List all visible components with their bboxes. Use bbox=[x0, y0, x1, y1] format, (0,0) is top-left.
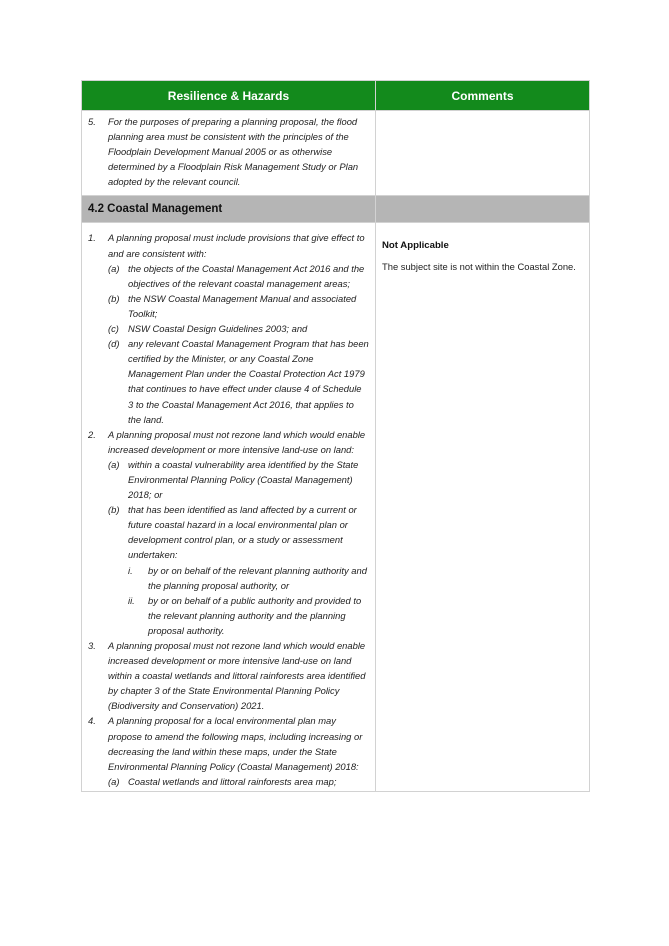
list-item bbox=[88, 427, 369, 457]
list-item bbox=[88, 291, 369, 321]
list-item bbox=[88, 593, 369, 638]
item-text: the NSW Coastal Management Manual and associated Toolkit; bbox=[128, 292, 357, 319]
list-item bbox=[88, 336, 369, 427]
item-number: 4. bbox=[88, 715, 96, 727]
list-item bbox=[88, 713, 369, 773]
item-text: within a coastal vulnerability area identified by the State Environmental Planning Policy (Coastal Management) 2018; or bbox=[128, 458, 359, 501]
item-text: any relevant Coastal Management Program that has been certified by the Minister, or any Coastal Zone Management Plan under the Coastal Protection Act 1979 that continues to have effect under clause 4 of Schedule 3 to the Coastal Management Act 2016, that applies to the land. bbox=[128, 338, 369, 425]
list-item bbox=[88, 638, 369, 713]
item-number: 3. bbox=[88, 640, 96, 651]
header-resilience-hazards: Resilience & Hazards bbox=[82, 81, 376, 111]
item-number: 5. bbox=[88, 116, 96, 127]
item-number: 1. bbox=[88, 232, 96, 244]
item-text: the objects of the Coastal Management Act 2016 and the objectives of the relevant coastal management areas; bbox=[128, 262, 365, 289]
item-text: that has been identified as land affected by a current or future coastal hazard in a local environmental plan or development control plan, or a study or assessment undertaken: bbox=[128, 504, 357, 561]
list-item bbox=[88, 502, 369, 562]
list-item bbox=[88, 457, 369, 502]
item-text: by or on behalf of the relevant planning authority and the planning proposal authority, or bbox=[148, 564, 367, 591]
list-item bbox=[88, 774, 369, 789]
item-number: (a) bbox=[108, 775, 120, 787]
item-number: i. bbox=[128, 564, 133, 576]
item-text: by or on behalf of a public authority and provided to the relevant planning authority and the planning proposal authority. bbox=[148, 594, 362, 636]
section-blank-cell bbox=[376, 196, 590, 223]
header-comments: Comments bbox=[376, 81, 590, 111]
requirements-cell bbox=[82, 111, 376, 196]
item-number: ii. bbox=[128, 594, 135, 606]
item-number: (c) bbox=[108, 323, 119, 335]
list-item bbox=[88, 563, 369, 593]
list-item bbox=[88, 230, 369, 260]
item-text: A planning proposal must not rezone land which would enable increased development or more intensive land-use on land within a coastal wetlands and littoral rainforests area identified by chapter 3 of the State Environmental Planning Policy (Biodiversity and Conservation) 2021. bbox=[108, 640, 366, 712]
section-row bbox=[82, 196, 590, 223]
resilience-hazards-table bbox=[81, 80, 590, 792]
list-item bbox=[88, 321, 369, 336]
table-row bbox=[82, 111, 590, 196]
item-text: NSW Coastal Design Guidelines 2003; and bbox=[128, 323, 308, 335]
requirements-cell bbox=[82, 223, 376, 791]
item-text: Coastal wetlands and littoral rainforests area map; bbox=[128, 775, 337, 787]
item-number: (a) bbox=[108, 458, 120, 470]
item-number: (d) bbox=[108, 338, 120, 350]
comment-heading: Not Applicable bbox=[382, 240, 449, 252]
table-row bbox=[82, 223, 590, 791]
section-title: 4.2 Coastal Management bbox=[82, 196, 376, 223]
list-item bbox=[88, 261, 369, 291]
item-number: (a) bbox=[108, 262, 120, 274]
comments-cell bbox=[376, 223, 590, 791]
item-number: (b) bbox=[108, 504, 120, 516]
list-item bbox=[88, 114, 369, 189]
item-text: A planning proposal for a local environmental plan may propose to amend the following maps, including increasing or decreasing the land within these maps, under the State Environmental Planning Policy (Coastal Management) 2018: bbox=[108, 715, 363, 772]
item-number: 2. bbox=[88, 428, 96, 440]
comments-cell bbox=[376, 111, 590, 196]
item-text: For the purposes of preparing a planning proposal, the flood planning area must be consistent with the principles of the Floodplain Development Manual 2005 or as otherwise determined by a Floodplain Risk Management Study or Plan adopted by the relevant council. bbox=[108, 116, 359, 188]
item-number: (b) bbox=[108, 292, 120, 304]
comment-text: The subject site is not within the Coastal Zone. bbox=[382, 261, 576, 273]
item-text: A planning proposal must include provisions that give effect to and are consistent with: bbox=[108, 232, 365, 259]
table-header-row bbox=[82, 81, 590, 111]
item-text: A planning proposal must not rezone land which would enable increased development or more intensive land-use on land: bbox=[108, 428, 366, 455]
